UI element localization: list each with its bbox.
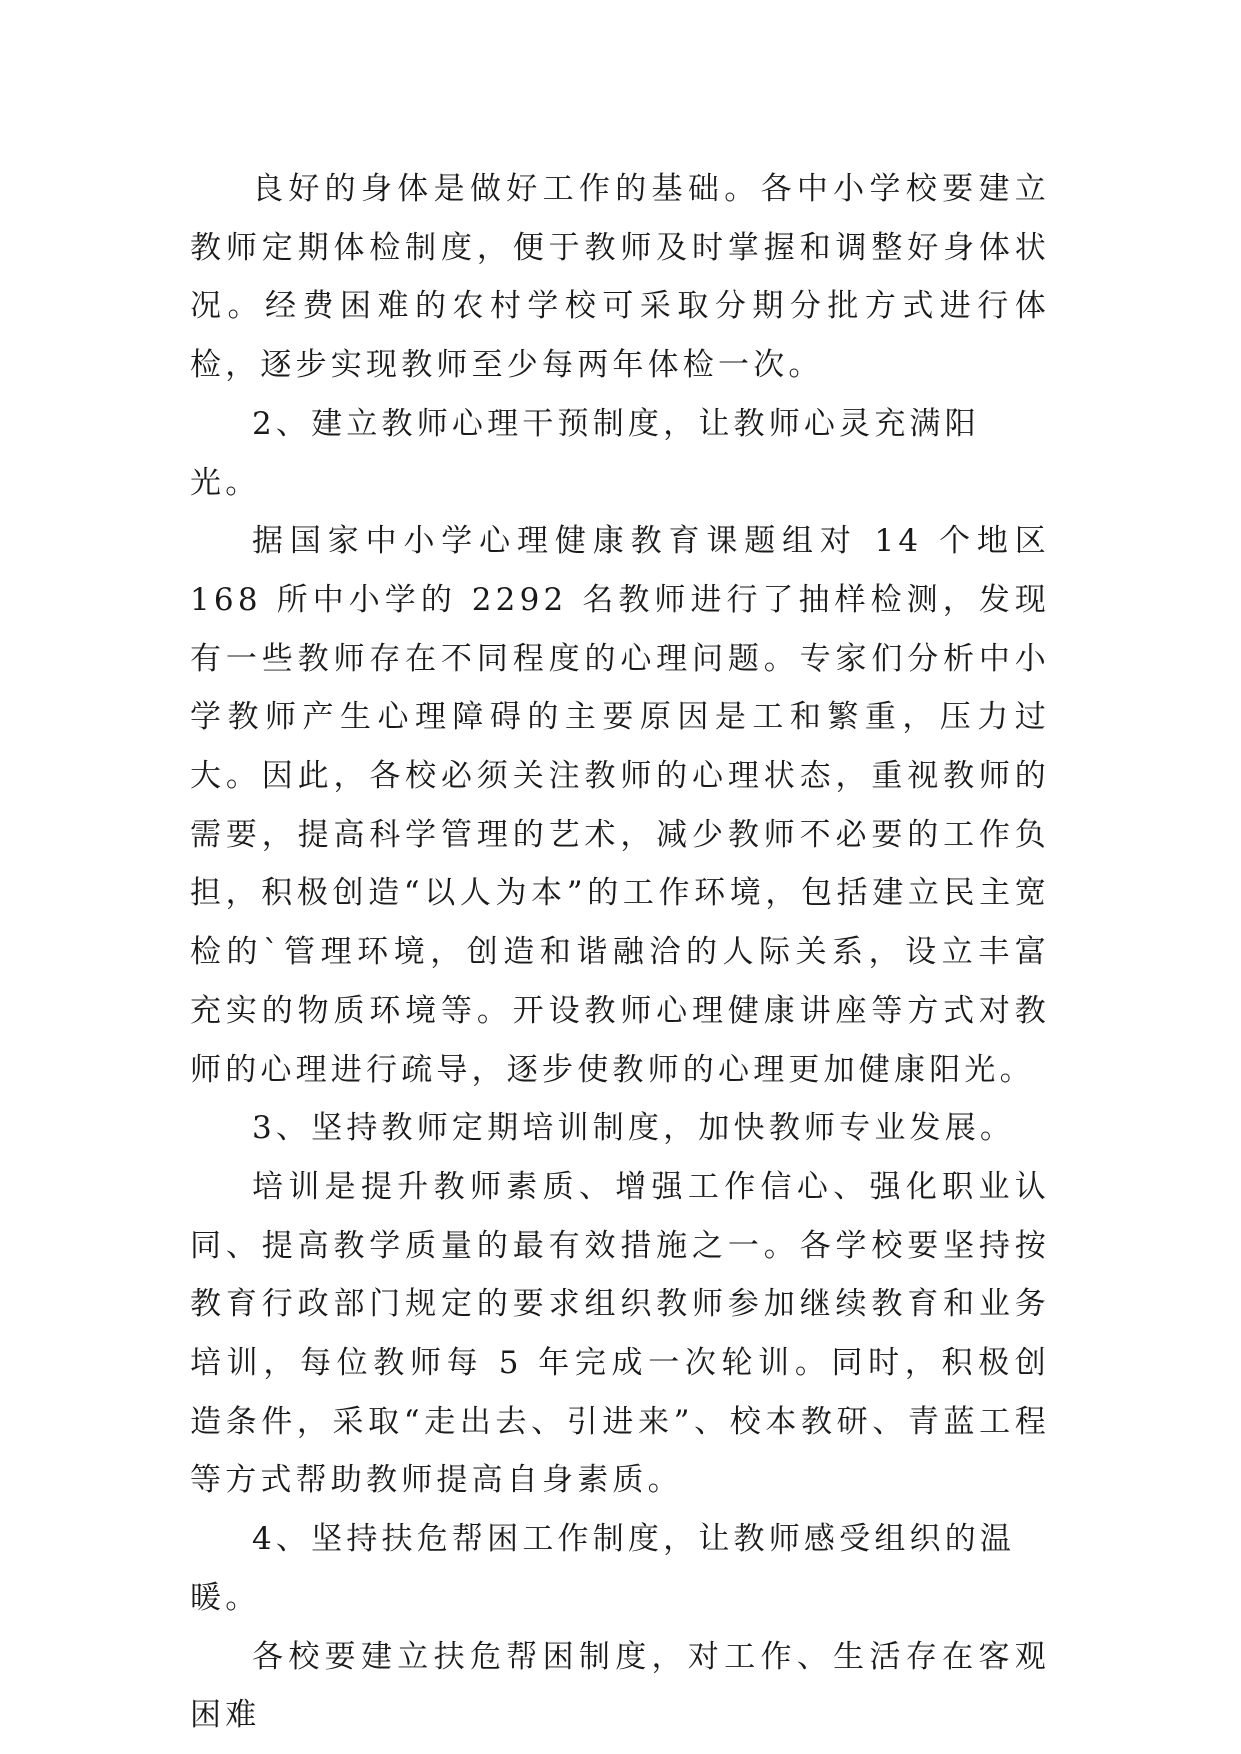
section-heading-psychology: 2、建立教师心理干预制度，让教师心灵充满阳光。 [190, 405, 980, 501]
body-text [190, 160, 1050, 1745]
paragraph-support: 各校要建立扶危帮困制度，对工作、生活存在客观困难 [190, 1638, 1050, 1734]
section-heading-support: 4、坚持扶危帮困工作制度，让教师感受组织的温暖。 [190, 1521, 1016, 1616]
paragraph-health-checkup: 良好的身体是做好工作的基础。各中小学校要建立教师定期体检制度，便于教师及时掌握和调整好身体状况。经费困难的农村学校可采取分期分批方式进行体检，逐步实现教师至少每两年体检一次。 [190, 171, 1050, 384]
paragraph-psychology: 据国家中小学心理健康教育课题组对 14 个地区 168 所中小学的 2292 名教师进行了抽样检测，发现有一些教师存在不同程度的心理问题。专家们分析中小学教师产生心理障碍的主要原因是工和繁重，压力过大。因此，各校必须关注教师的心理状态，重视教师的需要，提高科学管理的艺术，减少教师不必要的工作负担，积极创造“以人为本”的工作环境，包括建立民主宽检的`管理环境，创造和谐融洽的人际关系，设立丰富充实的物质环境等。开设教师心理健康讲座等方式对教师的心理进行疏导，逐步使教师的心理更加健康阳光。 [190, 523, 1050, 1088]
paragraph-training: 培训是提升教师素质、增强工作信心、强化职业认同、提高教学质量的最有效措施之一。各学校要坚持按教育行政部门规定的要求组织教师参加继续教育和业务培训，每位教师每 5 年完成一次轮训。同时，积极创造条件，采取“走出去、引进来”、校本教研、青蓝工程等方式帮助教师提高自身素质。 [190, 1168, 1050, 1499]
section-heading-training: 3、坚持教师定期培训制度，加快教师专业发展。 [252, 1110, 1016, 1147]
